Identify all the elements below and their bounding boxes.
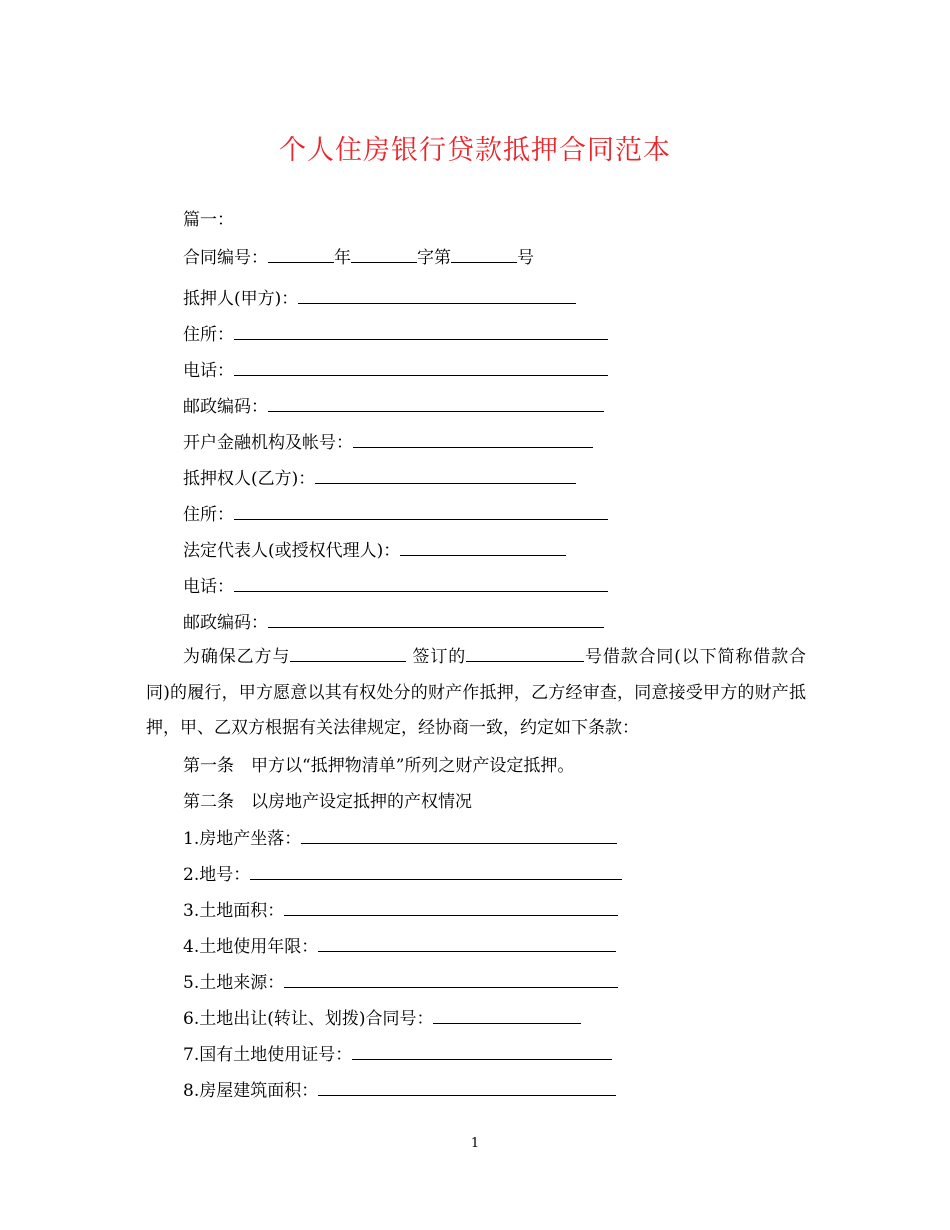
article-1: 第一条 甲方以“抵押物清单”所列之财产设定抵押。 [183,756,575,776]
intro-part3: 号借款合同(以下简称借款合同)的履行，甲方愿意以其有权处分的财产作抵押，乙方经审查，同意接受甲方的财产抵押，甲、乙双方根据有关法律规定，经协商一致，约定如下条款： [146,647,807,738]
field-line [183,286,576,311]
field-line [183,322,608,347]
field-blank[interactable] [433,1006,581,1024]
blank-zi[interactable] [351,245,417,263]
field-blank[interactable] [318,1078,616,1096]
field-blank[interactable] [284,898,618,916]
field-line [183,430,593,455]
intro-part2: 签订的 [406,647,467,667]
field-blank[interactable] [234,502,608,520]
field-label: 1.房地产坐落： [183,829,302,849]
field-blank[interactable] [234,358,608,376]
property-field-line [183,862,622,887]
field-label: 抵押人(甲方)： [183,289,299,309]
field-line [183,358,608,383]
zi-label: 字第 [417,248,451,268]
field-label: 3.土地面积： [183,901,285,921]
field-line [183,538,566,563]
field-label: 6.土地出让(转让、划拨)合同号： [183,1009,434,1029]
field-label: 法定代表人(或授权代理人)： [183,541,401,561]
section-heading: 篇一： [183,210,234,230]
field-label: 抵押权人(乙方)： [183,469,316,489]
field-label: 7.国有土地使用证号： [183,1045,353,1065]
blank-year[interactable] [268,245,334,263]
property-field-line [183,826,617,851]
field-label: 8.房屋建筑面积： [183,1081,319,1101]
field-line [183,502,608,527]
field-label: 5.土地来源： [183,973,285,993]
year-label: 年 [334,248,351,268]
field-blank[interactable] [352,1042,612,1060]
blank-hao[interactable] [451,245,517,263]
contract-number-label: 合同编号： [183,248,268,268]
field-label: 邮政编码： [183,397,268,417]
field-blank[interactable] [234,574,608,592]
field-blank[interactable] [400,538,566,556]
intro-paragraph [146,640,806,747]
property-field-line [183,1078,616,1103]
hao-label: 号 [517,248,534,268]
field-label: 开户金融机构及帐号： [183,433,353,453]
field-blank[interactable] [353,430,593,448]
field-blank[interactable] [298,286,576,304]
field-blank[interactable] [315,466,576,484]
field-label: 电话： [183,577,234,597]
contract-number-line [183,245,534,270]
property-field-line [183,1006,581,1031]
intro-part1: 为确保乙方与 [183,647,291,667]
page-number: 1 [470,1136,480,1151]
property-field-line [183,1042,612,1067]
field-label: 邮政编码： [183,613,268,633]
field-line [183,574,608,599]
field-line [183,610,604,635]
field-blank[interactable] [234,322,608,340]
field-line [183,394,604,419]
field-label: 住所： [183,505,234,525]
field-blank[interactable] [250,862,622,880]
blank-party[interactable] [290,644,406,662]
article-2: 第二条 以房地产设定抵押的产权情况 [183,792,472,812]
field-blank[interactable] [284,970,618,988]
property-field-line [183,970,618,995]
field-blank[interactable] [318,934,616,952]
property-field-line [183,934,616,959]
field-label: 住所： [183,325,234,345]
field-line [183,466,576,491]
field-blank[interactable] [301,826,617,844]
document-title: 个人住房银行贷款抵押合同范本 [279,135,671,166]
field-label: 2.地号： [183,865,251,885]
field-blank[interactable] [268,610,604,628]
field-label: 电话： [183,361,234,381]
field-blank[interactable] [268,394,604,412]
property-field-line [183,898,618,923]
field-label: 4.土地使用年限： [183,937,319,957]
blank-loan-no[interactable] [466,644,584,662]
